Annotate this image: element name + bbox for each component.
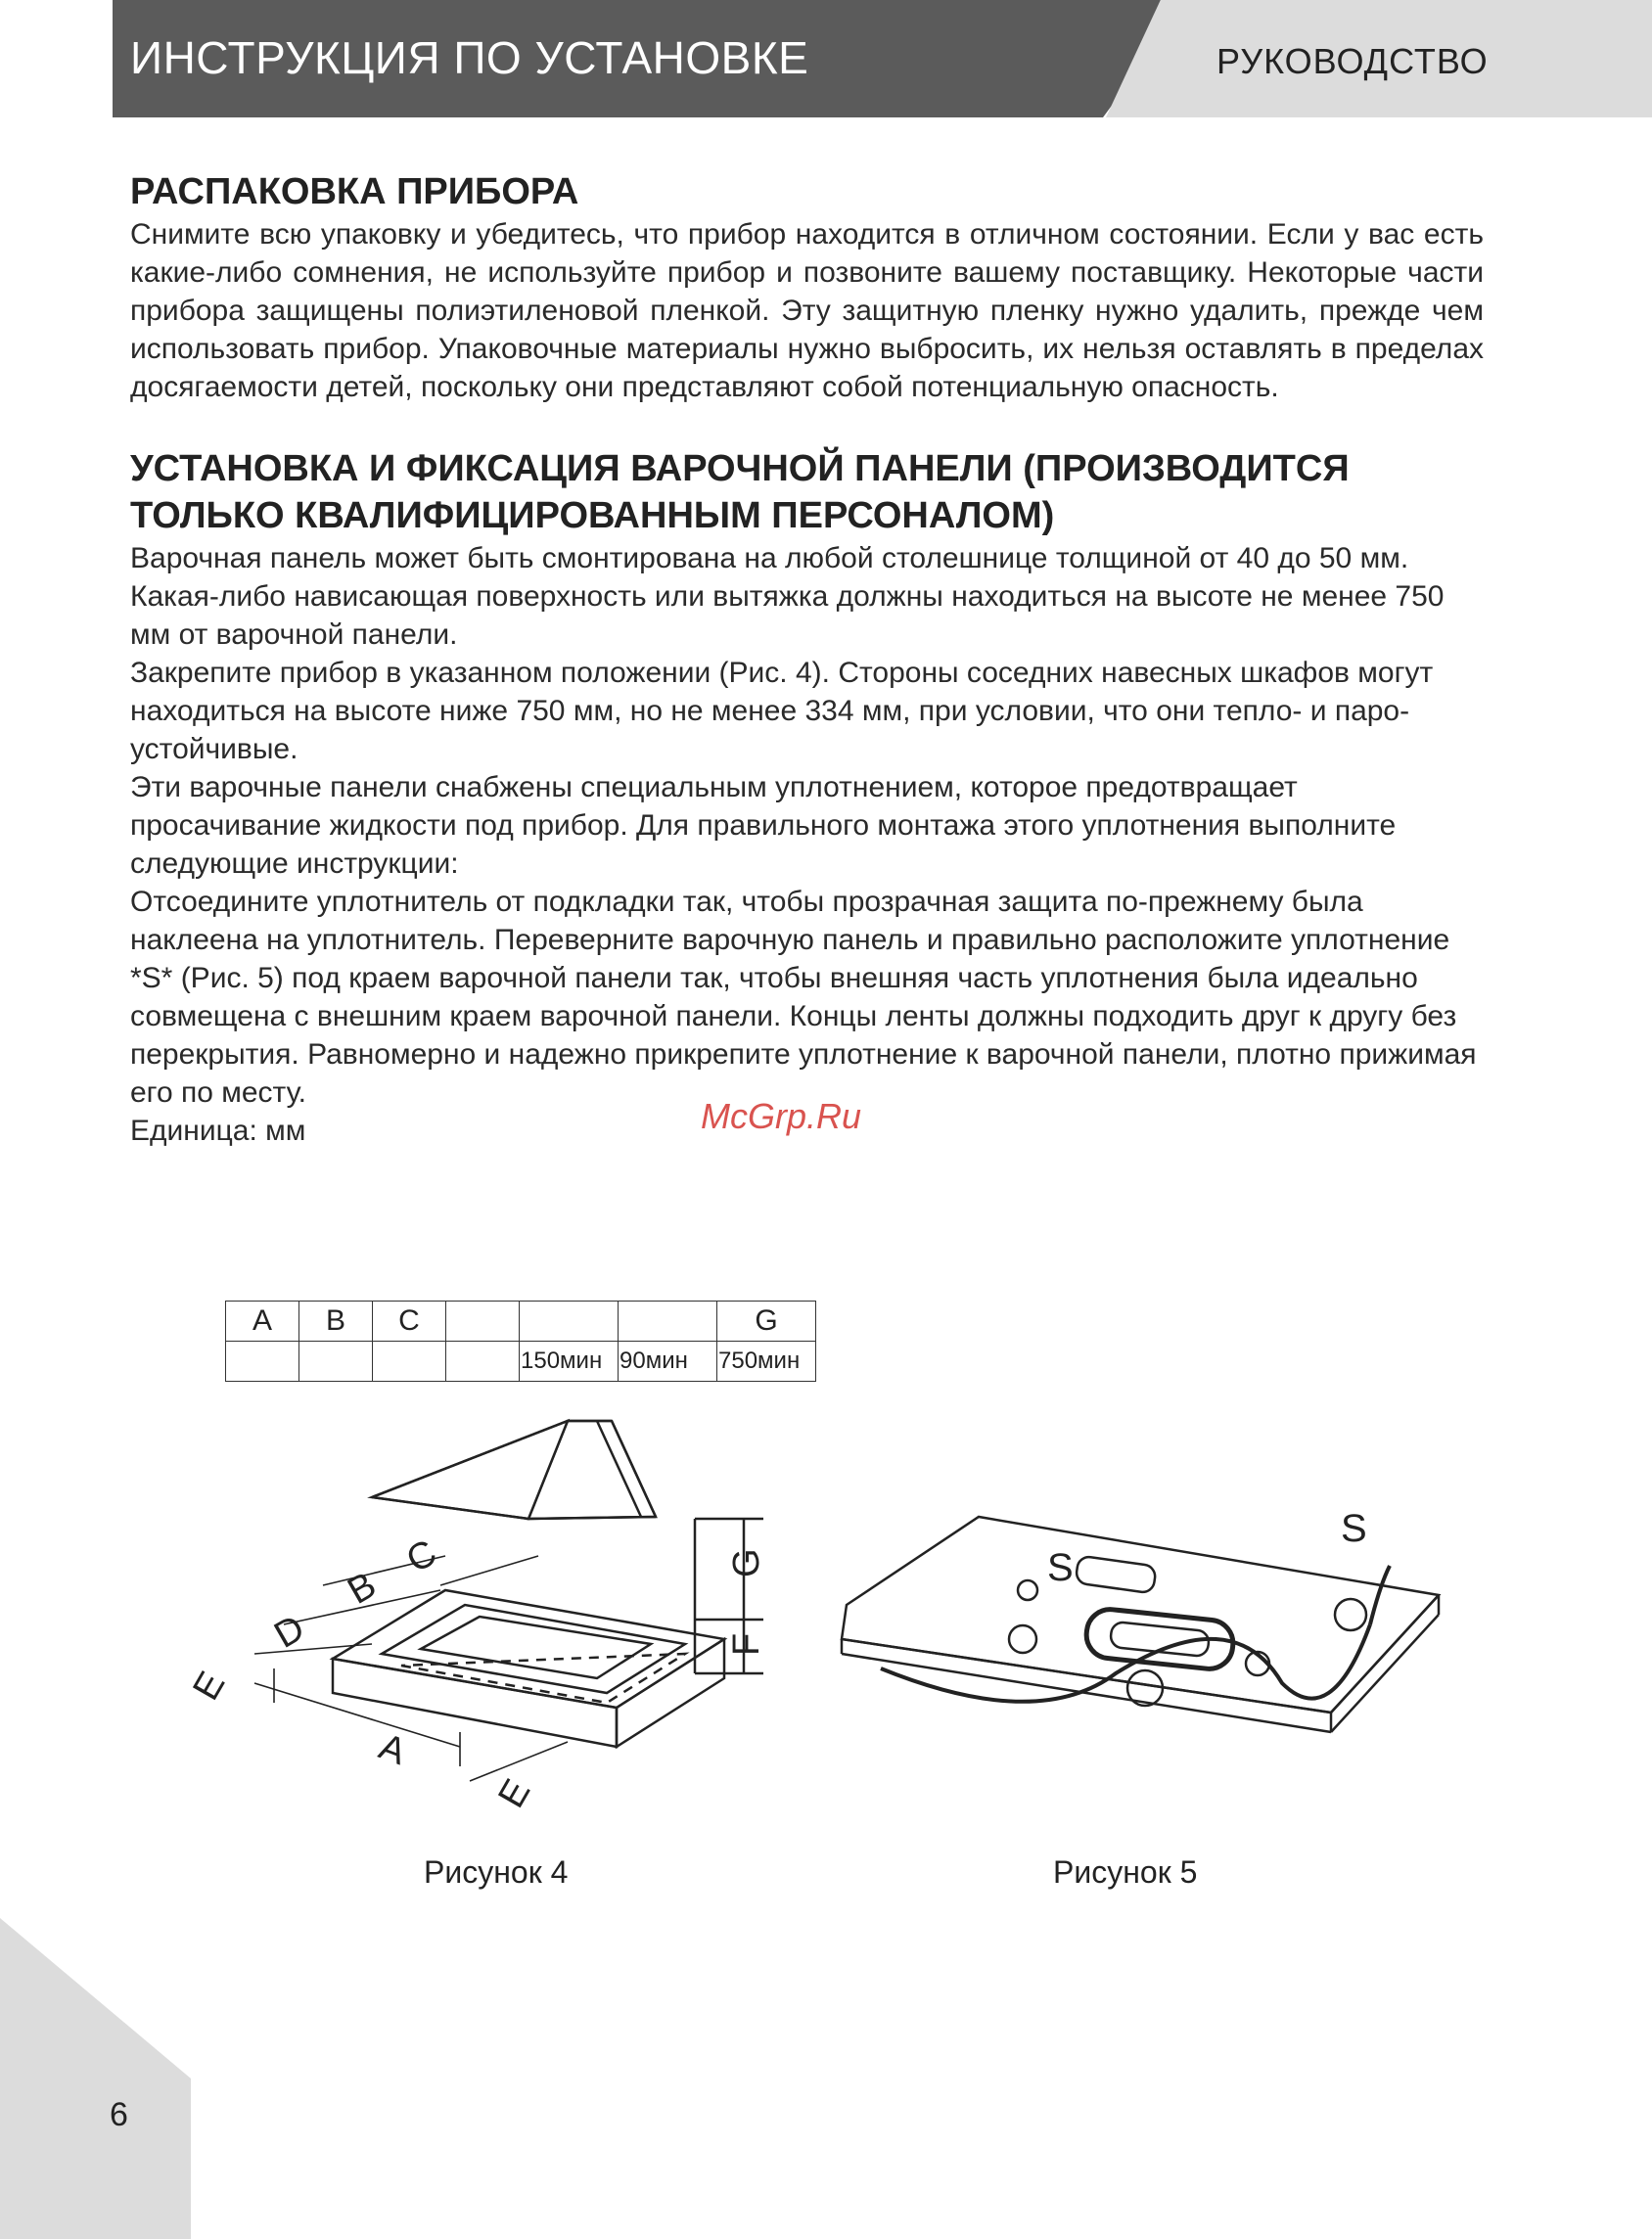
figure-4-label-c: C [399, 1531, 444, 1581]
installation-section [130, 445, 1484, 1150]
table-header-cell [520, 1302, 619, 1342]
figure-4-label-b: B [341, 1564, 384, 1613]
table-header-cell: A [226, 1302, 299, 1342]
installation-paragraph-4: Отсоедините уплотнитель от подкладки так, чтобы прозрачная защита по-прежнему была наклеена на уплотнитель. Переверните варочную панель и правильно расположите уплотнение *S* (Рис. 5) под краем варочной панели так, чтобы внешняя часть уплотнения была идеально совмещена с внешним краем варочной панели. Концы ленты должны подходить друг к другу без перекрытия. Равномерно и надежно прикрепите уплотнение к варочной панели, плотно прижимая его по месту. [130, 886, 1477, 1109]
table-cell [446, 1342, 520, 1382]
table-value-row [226, 1342, 816, 1382]
table-cell [373, 1342, 446, 1382]
table-header-cell: C [373, 1302, 446, 1342]
section-heading-installation-2: ТОЛЬКО КВАЛИФИЦИРОВАННЫМ ПЕРСОНАЛОМ) [130, 495, 1055, 536]
page-corner-decoration [0, 1918, 191, 2239]
page-title: ИНСТРУКЦИЯ ПО УСТАНОВКЕ [130, 32, 809, 83]
figure-5-seal-label-right: S [1341, 1507, 1367, 1550]
figure-4-label-f: F [726, 1632, 767, 1656]
watermark: McGrp.Ru [701, 1096, 862, 1136]
installation-paragraph-1: Варочная панель может быть смонтирована на любой столешнице толщиной от 40 до 50 мм. Какая-либо нависающая поверхность или вытяжка должны находиться на высоте не менее 750 мм от варочной панели. [130, 542, 1445, 651]
figure-4-diagram [185, 1409, 822, 1820]
table-cell: 90мин [619, 1342, 717, 1382]
main-content [130, 168, 1484, 1150]
dimensions-table [225, 1301, 816, 1382]
units-note: Единица: мм [130, 1115, 306, 1147]
table-cell: 750мин [717, 1342, 816, 1382]
figure-4-label-g: G [726, 1548, 767, 1577]
installation-paragraph-3: Эти варочные панели снабжены специальным уплотнением, которое предотвращает просачивание жидкости под прибор. Для правильного монтажа этого уплотнения выполните следующие инструкции: [130, 771, 1397, 880]
table-header-cell [619, 1302, 717, 1342]
table-header-cell: B [299, 1302, 373, 1342]
installation-paragraph-2: Закрепите прибор в указанном положении (Рис. 4). Стороны соседних навесных шкафов могут находиться на высоте ниже 750 мм, но не менее 334 мм, при условии, что они тепло- и паро-устойчивые. [130, 657, 1434, 765]
section-heading-unpacking: РАСПАКОВКА ПРИБОРА [130, 171, 579, 212]
figure-4-label-d: D [267, 1607, 312, 1657]
table-header-cell [446, 1302, 520, 1342]
figure-5-caption: Рисунок 5 [1053, 1854, 1198, 1890]
table-header-cell: G [717, 1302, 816, 1342]
table-cell [226, 1342, 299, 1382]
figure-4-label-a: A [373, 1725, 412, 1774]
section-heading-installation-1: УСТАНОВКА И ФИКСАЦИЯ ВАРОЧНОЙ ПАНЕЛИ (ПРОИЗВОДИТСЯ [130, 448, 1350, 489]
figure-5-diagram [822, 1507, 1458, 1771]
header-tab-label: РУКОВОДСТВО [1216, 41, 1489, 81]
table-cell: 150мин [520, 1342, 619, 1382]
table-header-row [226, 1302, 816, 1342]
figure-4-caption: Рисунок 4 [424, 1854, 569, 1890]
unpacking-paragraph: Снимите всю упаковку и убедитесь, что прибор находится в отличном состоянии. Если у вас есть какие-либо сомнения, не используйте прибор и позвоните вашему поставщику. Некоторые части прибора защищены полиэтиленовой пленкой. Эту защитную пленку нужно удалить, прежде чем использовать прибор. Упаковочные материалы нужно выбросить, их нельзя оставлять в пределах досягаемости детей, поскольку они представляют собой потенциальную опасность. [130, 218, 1484, 403]
table-cell [299, 1342, 373, 1382]
page-number: 6 [110, 2096, 128, 2133]
figure-4-label-e-left: E [185, 1665, 234, 1708]
figure-5-seal-label-left: S [1047, 1546, 1074, 1589]
figure-4-label-e-right: E [490, 1772, 539, 1815]
